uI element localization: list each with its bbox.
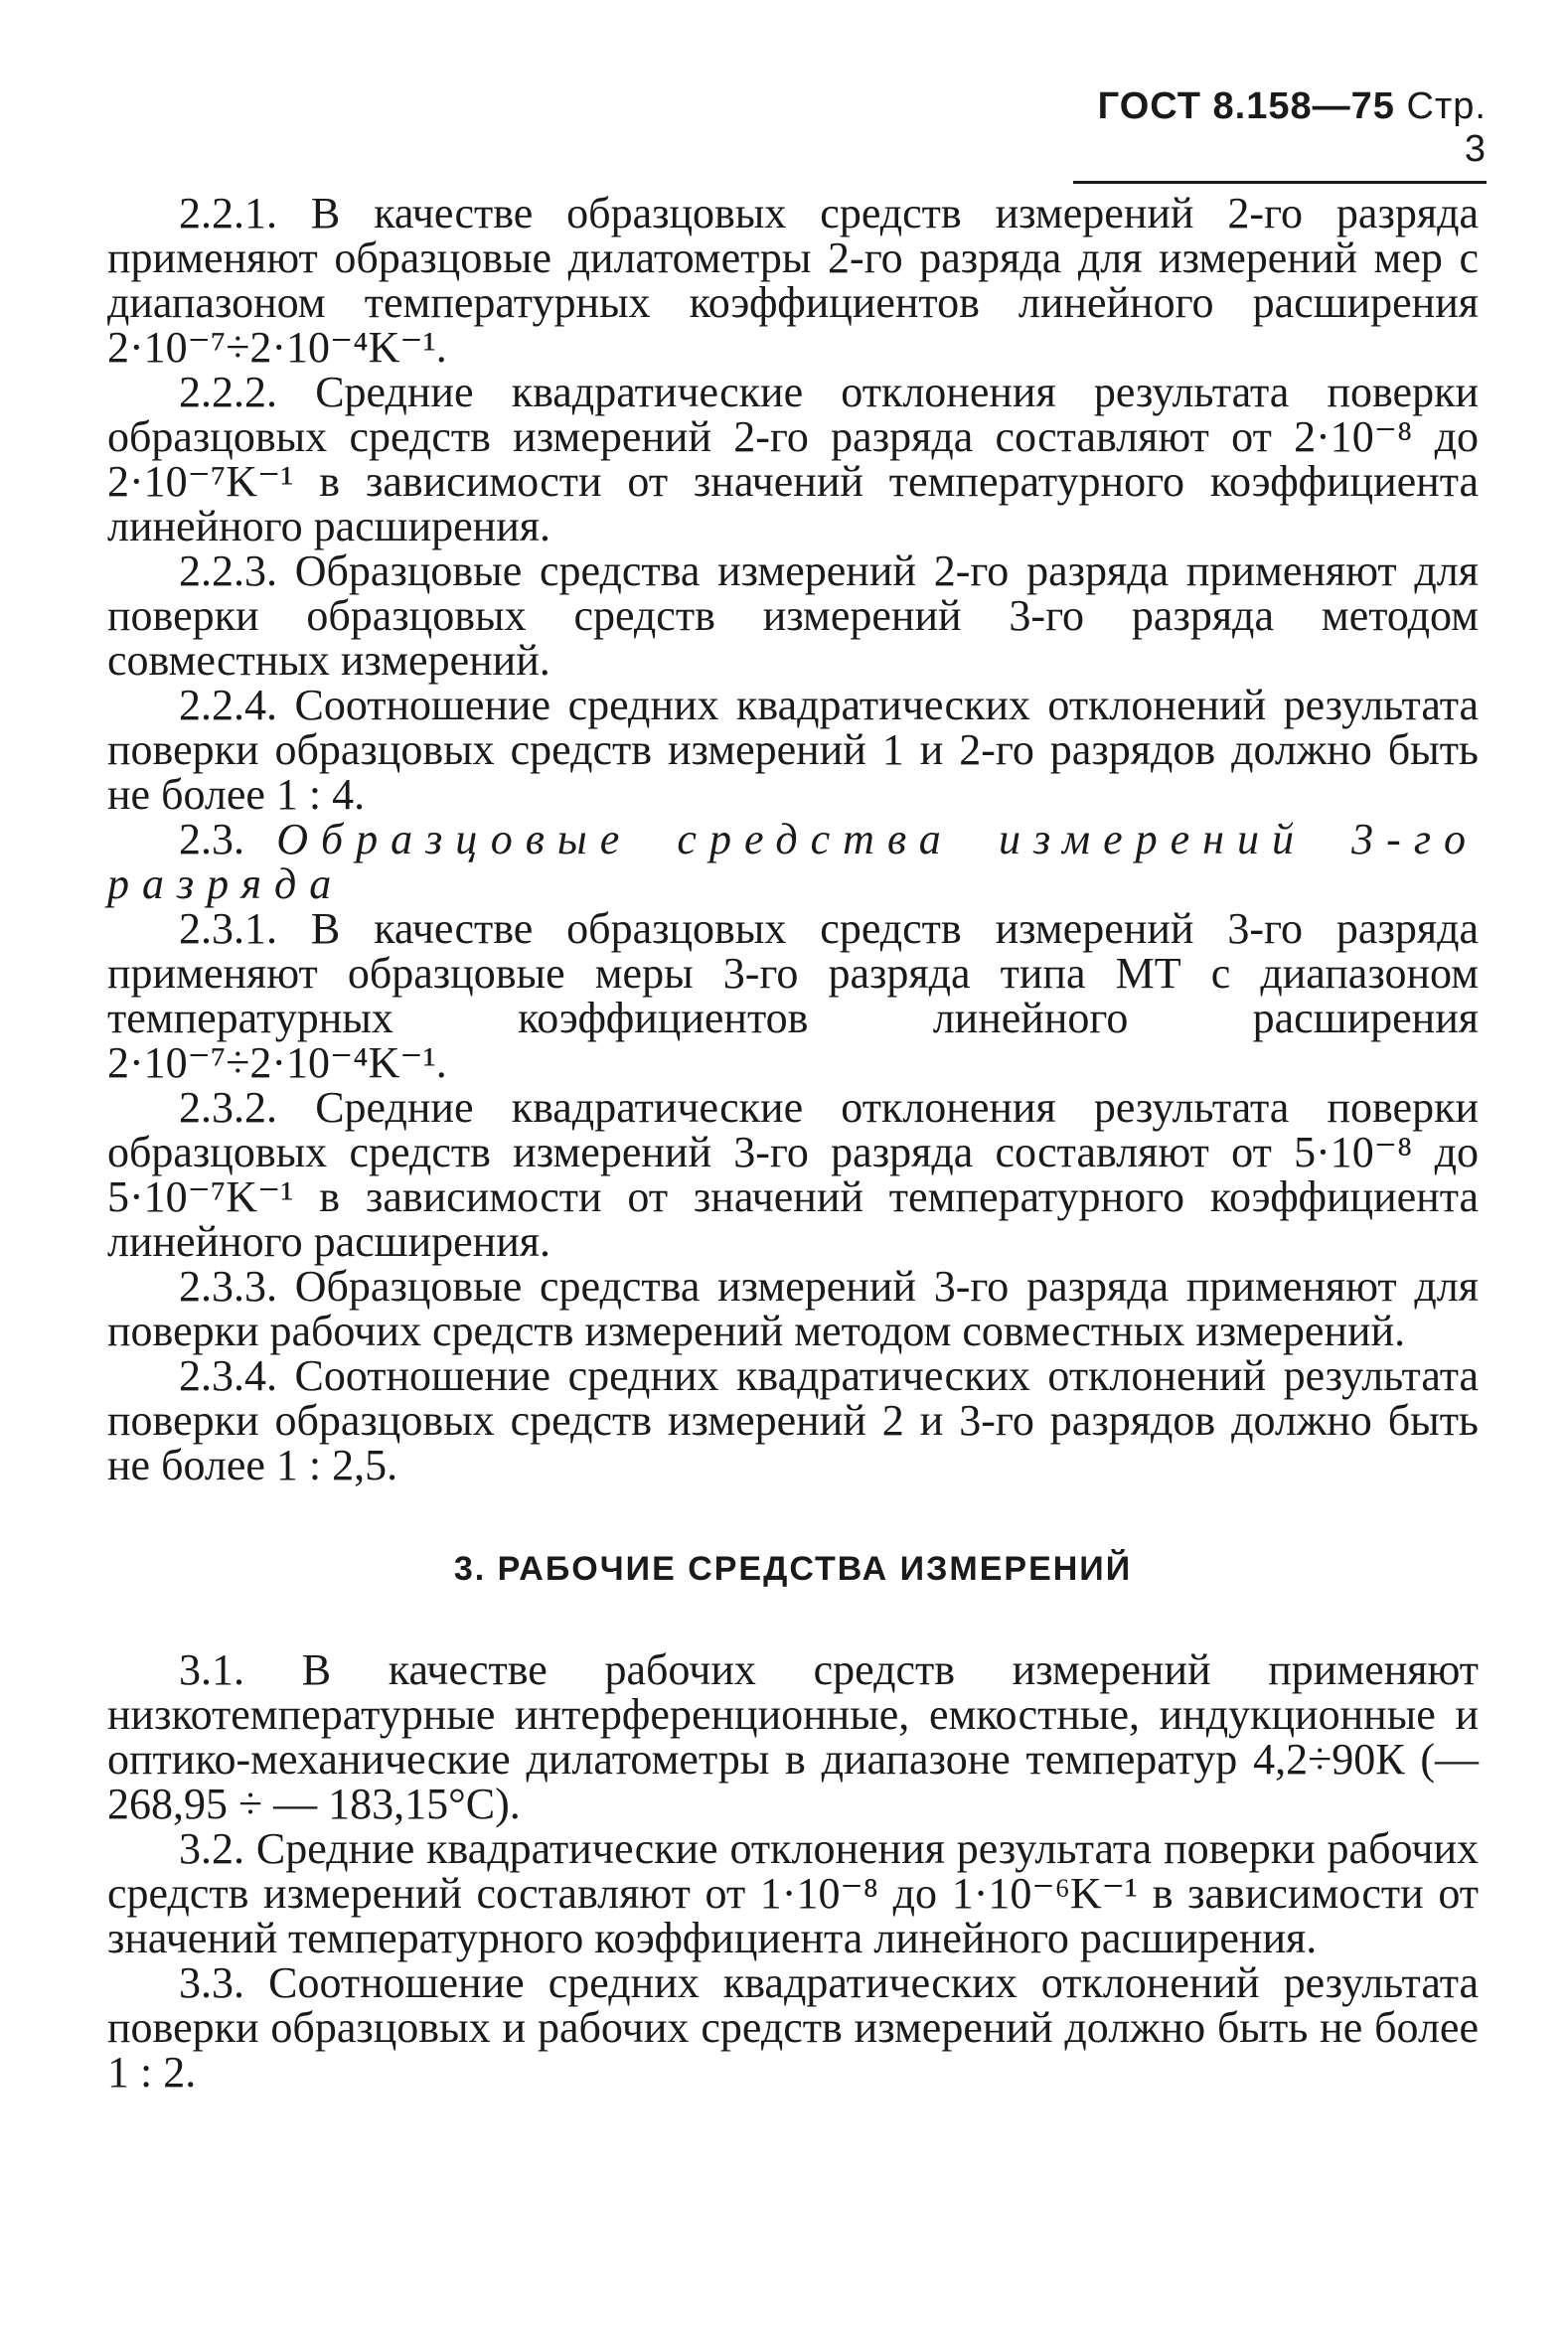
paragraph-2-2-3: 2.2.3. Образцовые средства измерений 2-го разряда применяют для поверки образцовых средств измерений 3-го разряда методом совместных измерений. (107, 546, 1479, 685)
paragraph-2-3-1: 2.3.1. В качестве образцовых средств измерений 3-го разряда применяют образцовые меры 3-го разряда типа МТ с диапазоном температурных коэффициентов линейного расширения 2·10⁻⁷÷2·10⁻⁴K⁻¹. (107, 904, 1479, 1087)
paragraph-2-3-4: 2.3.4. Соотношение средних квадратических отклонений результата поверки образцовых средств измерений 2 и 3-го разрядов должно быть не более 1 : 2,5. (107, 1351, 1479, 1489)
paragraph-2-2-1: 2.2.1. В качестве образцовых средств измерений 2-го разряда применяют образцовые дилатометры 2-го разряда для измерений мер с диапазоном температурных коэффициентов линейного расширения 2·10⁻⁷÷2·10⁻⁴K⁻¹. (107, 189, 1479, 372)
section-3-title: 3. РАБОЧИЕ СРЕДСТВА ИЗМЕРЕНИЙ (453, 1550, 1133, 1588)
document-body (107, 191, 1479, 2095)
paragraph-3-3: 3.3. Соотношение средних квадратических отклонений результата поверки образцовых и рабочих средств измерений должно быть не более 1 : 2. (107, 1958, 1479, 2097)
paragraph-2-2-2: 2.2.2. Средние квадратические отклонения результата поверки образцовых средств измерений 2-го разряда составляют от 2·10⁻⁸ до 2·10⁻⁷K⁻¹ в зависимости от значений температурного коэффициента линейного расширения. (107, 368, 1479, 550)
paragraph-3-2: 3.2. Средние квадратические отклонения результата поверки рабочих средств измерений составляют от 1·10⁻⁸ до 1·10⁻⁶K⁻¹ в зависимости от значений температурного коэффициента линейного расширения. (107, 1824, 1479, 1962)
subsection-2-3-title: Образцовые средства измерений 3-го разряда (107, 815, 1480, 908)
subsection-2-3-heading (107, 817, 1479, 906)
paragraph-2-2-4: 2.2.4. Соотношение средних квадратических отклонений результата поверки образцовых средств измерений 1 и 2-го разрядов должно быть не более 1 : 4. (107, 681, 1479, 819)
paragraph-3-1: 3.1. В качестве рабочих средств измерений применяют низкотемпературные интерференционные, емкостные, индукционные и оптико-механические дилатометры в диапазоне температур 4,2÷90К (—268,95 ÷ — 183,15°С). (107, 1645, 1479, 1828)
page-header (1073, 85, 1487, 184)
paragraph-2-3-2: 2.3.2. Средние квадратические отклонения результата поверки образцовых средств измерений 3-го разряда составляют от 5·10⁻⁸ до 5·10⁻⁷K⁻¹ в зависимости от значений температурного коэффициента линейного расширения. (107, 1083, 1479, 1266)
standard-number: ГОСТ 8.158—75 (1097, 85, 1395, 127)
paragraph-2-3-3: 2.3.3. Образцовые средства измерений 3-го разряда применяют для поверки рабочих средств измерений методом совместных измерений. (107, 1262, 1479, 1355)
subsection-2-3-number: 2.3. (179, 815, 244, 863)
page-number: Стр. 3 (1406, 85, 1487, 170)
